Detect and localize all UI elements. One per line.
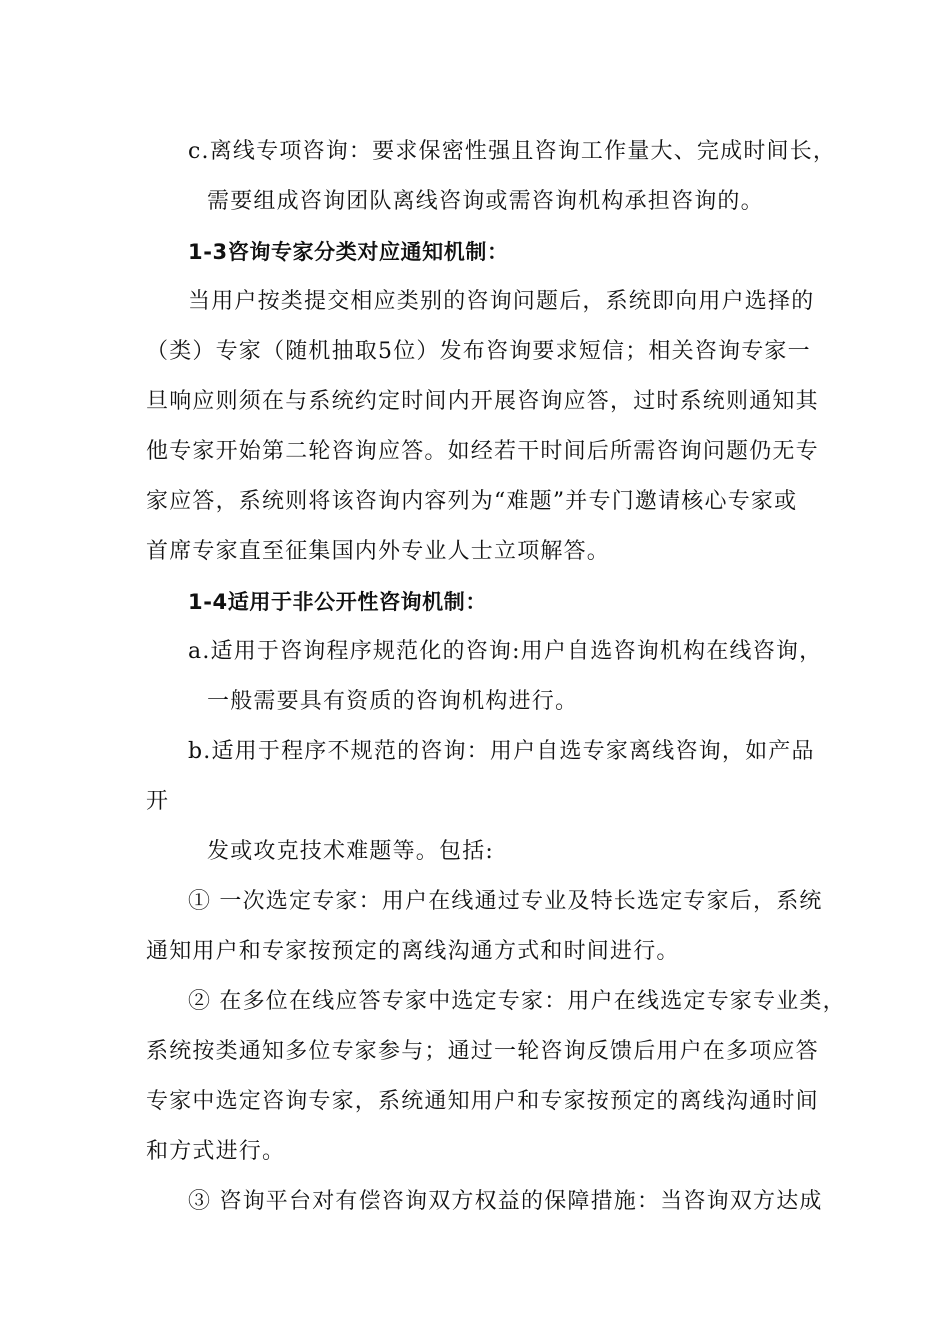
paragraph-1-3-line-5: 家应答，系统则将该咨询内容列为“难题”并专门邀请核心专家或 [146, 489, 798, 514]
item-2-line-2: 系统按类通知多位专家参与；通过一轮咨询反馈后用户在多项应答 [146, 1039, 819, 1064]
paragraph-1-3-line-6: 首席专家直至征集国内外专业人士立项解答。 [146, 539, 611, 564]
paragraph-1-3-line-2: （类）专家（随机抽取5位）发布咨询要求短信；相关咨询专家一 [146, 339, 811, 364]
item-1-line-1: ① 一次选定专家：用户在线通过专业及特长选定专家后，系统 [188, 889, 823, 914]
paragraph-c-line-2: 需要组成咨询团队离线咨询或需咨询机构承担咨询的。 [207, 189, 764, 214]
item-1-line-2: 通知用户和专家按预定的离线沟通方式和时间进行。 [146, 939, 680, 964]
item-2-line-1: ② 在多位在线应答专家中选定专家：用户在线选定专家专业类， [188, 989, 846, 1014]
paragraph-b-line-3: 发或攻克技术难题等。包括: [207, 839, 495, 864]
paragraph-1-3-line-1: 当用户按类提交相应类别的咨询问题后，系统即向用户选择的 [188, 289, 815, 314]
item-3-line-1: ③ 咨询平台对有偿咨询双方权益的保障措施：当咨询双方达成 [188, 1189, 823, 1214]
paragraph-c-line-1: c.离线专项咨询：要求保密性强且咨询工作量大、完成时间长， [188, 139, 837, 164]
section-heading-1-4: 1-4适用于非公开性咨询机制： [188, 590, 487, 614]
paragraph-a-line-2: 一般需要具有资质的咨询机构进行。 [207, 689, 579, 714]
paragraph-1-3-line-3: 旦响应则须在与系统约定时间内开展咨询应答，过时系统则通知其 [146, 389, 819, 414]
paragraph-a-line-1: a.适用于咨询程序规范化的咨询:用户自选咨询机构在线咨询， [188, 639, 823, 664]
paragraph-b-line-1: b.适用于程序不规范的咨询：用户自选专家离线咨询，如产品 [188, 739, 815, 764]
section-heading-1-3: 1-3咨询专家分类对应通知机制： [188, 240, 509, 264]
paragraph-b-line-2: 开 [146, 789, 170, 814]
item-2-line-3: 专家中选定咨询专家，系统通知用户和专家按预定的离线沟通时间 [146, 1089, 819, 1114]
item-2-line-4: 和方式进行。 [146, 1139, 286, 1164]
paragraph-1-3-line-4: 他专家开始第二轮咨询应答。如经若干时间后所需咨询问题仍无专 [146, 439, 819, 464]
